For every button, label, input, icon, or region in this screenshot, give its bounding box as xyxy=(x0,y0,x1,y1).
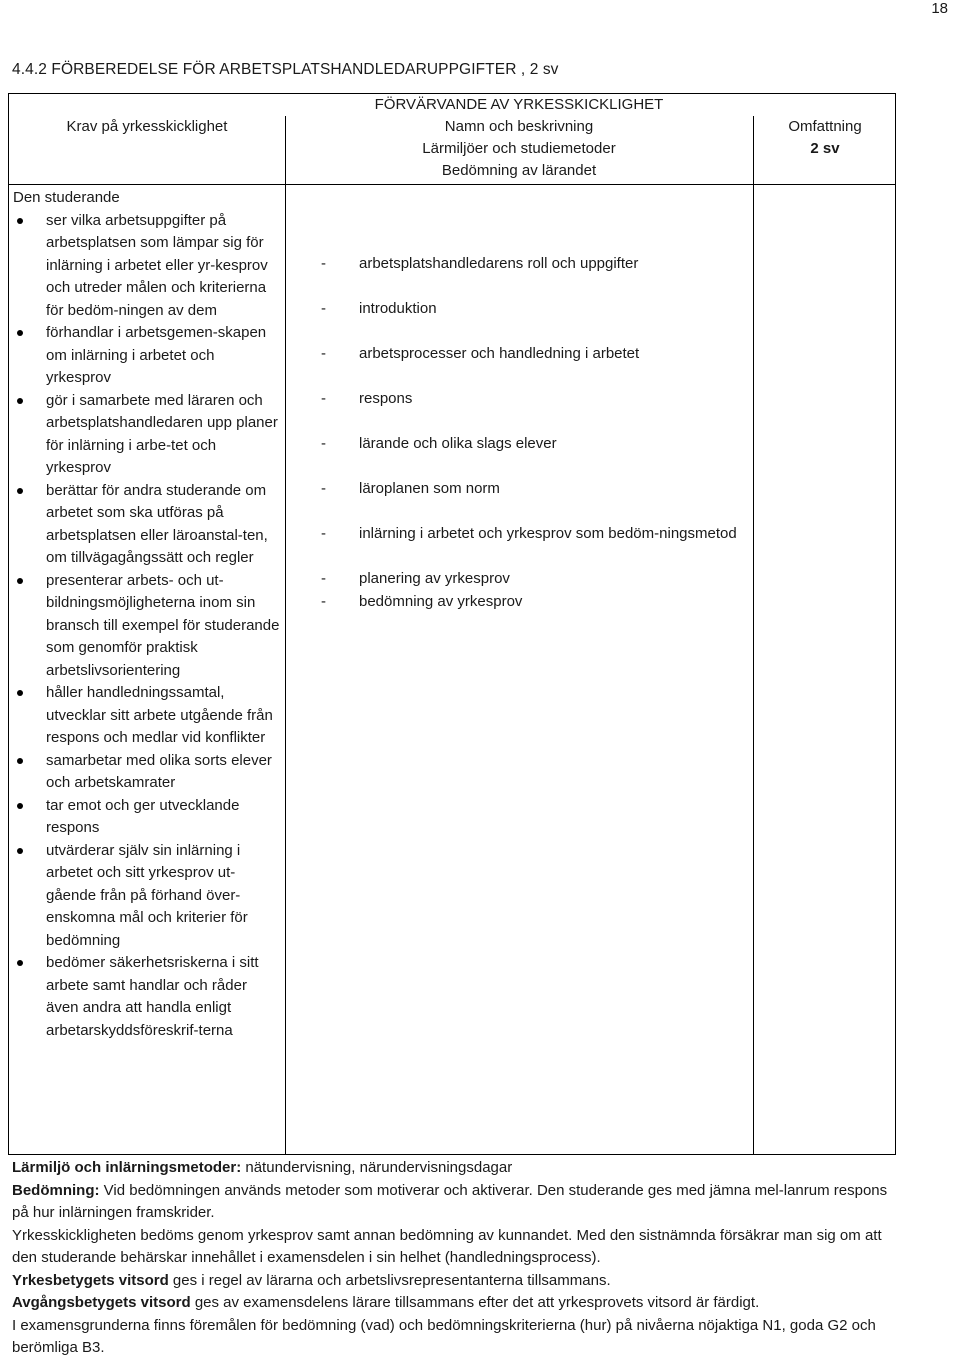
description-item xyxy=(321,523,741,546)
dash-marker: - xyxy=(321,480,326,497)
note-text: nätundervisning, närundervisningsdagar xyxy=(241,1159,513,1176)
note-label: Avgångsbetygets vitsord xyxy=(12,1294,191,1311)
header-divider xyxy=(9,184,895,185)
note-label: Lärmiljö och inlärningsmetoder: xyxy=(12,1159,242,1176)
scope-label: Omfattning xyxy=(788,118,862,135)
requirement-text: gör i samarbete med läraren och arbetsplatshandledaren upp planer för inlärning i arbe-tet och yrkesprov xyxy=(46,391,278,476)
note-paragraph xyxy=(12,1225,892,1270)
bullet-icon xyxy=(17,398,23,404)
dash-marker: - xyxy=(321,592,326,610)
requirements-intro: Den studerande xyxy=(13,189,120,206)
page-number: 18 xyxy=(931,0,948,17)
description-item xyxy=(321,478,741,501)
requirement-text: presenterar arbets- och ut-bildningsmöjligheterna inom sin bransch till exempel för studerande som genomför praktisk arbetslivsorientering xyxy=(46,571,280,679)
requirement-item xyxy=(13,322,281,390)
requirement-text: bedömer säkerhetsriskerna i sitt arbete samt handlar och råder även andra att handla enligt arbetarskyddsföreskrif-terna xyxy=(46,954,259,1039)
column-divider xyxy=(753,116,754,1154)
requirement-item xyxy=(13,750,281,795)
note-paragraph xyxy=(12,1315,892,1360)
dash-marker: - xyxy=(321,255,326,272)
note-paragraph xyxy=(12,1180,892,1225)
bullet-icon xyxy=(17,803,23,809)
requirements-cell xyxy=(13,187,281,1042)
description-text: respons xyxy=(359,390,413,407)
notes-section xyxy=(12,1157,892,1360)
col-header-line: Lärmiljöer och studiemetoder xyxy=(422,140,616,157)
description-item xyxy=(321,298,741,321)
note-paragraph xyxy=(12,1270,892,1293)
requirement-item xyxy=(13,840,281,953)
note-paragraph xyxy=(12,1157,892,1180)
bullet-icon xyxy=(17,758,23,764)
bullet-icon xyxy=(17,848,23,854)
note-text: I examensgrunderna finns föremålen för bedömning (vad) och bedömningskriterierna (hur) på nivåerna nöjaktiga N1, goda G2 och berömliga B3. xyxy=(12,1316,876,1356)
description-item xyxy=(321,591,741,614)
requirement-item xyxy=(13,952,281,1042)
column-divider xyxy=(285,116,286,1154)
requirement-text: förhandlar i arbetsgemen-skapen om inlärning i arbetet och yrkesprov xyxy=(46,324,267,386)
section-heading: 4.4.2 FÖRBEREDELSE FÖR ARBETSPLATSHANDLEDARUPPGIFTER , 2 sv xyxy=(12,61,559,78)
requirement-item xyxy=(13,682,281,750)
note-text: ges av examensdelens lärare tillsammans efter det att yrkesprovets vitsord är färdigt. xyxy=(190,1294,760,1311)
description-text: arbetsprocesser och handledning i arbetet xyxy=(359,345,640,362)
dash-marker: - xyxy=(321,300,326,317)
description-text: bedömning av yrkesprov xyxy=(359,592,523,610)
description-text: introduktion xyxy=(359,300,437,317)
description-text: lärande och olika slags elever xyxy=(359,435,557,452)
note-paragraph xyxy=(12,1292,892,1315)
bullet-icon xyxy=(17,330,23,336)
requirement-text: berättar för andra studerande om arbetet som ska utföras på arbetsplatsen eller läroanstal-ten, om tillvägagångssätt och regler xyxy=(46,481,268,566)
requirement-text: utvärderar själv sin inlärning i arbetet och sitt yrkesprov ut-gående från på förhand över-enskomna mål och kriterier för bedömning xyxy=(46,841,248,949)
requirements-list xyxy=(13,210,281,1043)
dash-marker: - xyxy=(321,345,326,362)
requirement-item xyxy=(13,390,281,480)
note-text: Yrkesskickligheten bedöms genom yrkesprov samt annan bedömning av kunnandet. Med den sistnämnda försäkrar man sig om att den studerande behärskar innehållet i examensdelen i sin helhet (handledningsprocess). xyxy=(12,1226,882,1266)
note-text: Vid bedömningen används metoder som motiverar och aktiverar. Den studerande ges med jämna mel-lanrum respons på hur inlärningen framskrider. xyxy=(12,1181,888,1221)
description-text: läroplanen som norm xyxy=(359,480,500,497)
description-item xyxy=(321,433,741,456)
description-text: planering av yrkesprov xyxy=(359,570,510,587)
description-item xyxy=(321,253,741,276)
dash-marker: - xyxy=(321,435,326,452)
description-item xyxy=(321,568,741,591)
description-text: inlärning i arbetet och yrkesprov som bedöm-ningsmetod xyxy=(359,525,737,542)
requirement-item xyxy=(13,480,281,570)
group-header: FÖRVÄRVANDE AV YRKESSKICKLIGHET xyxy=(374,96,664,113)
requirement-item xyxy=(13,210,281,323)
requirement-text: samarbetar med olika sorts elever och arbetskamrater xyxy=(46,751,272,791)
bullet-icon xyxy=(17,488,23,494)
requirement-item xyxy=(13,570,281,683)
requirement-item xyxy=(13,795,281,840)
description-item xyxy=(321,343,741,366)
dash-marker: - xyxy=(321,525,326,542)
requirement-text: tar emot och ger utvecklande respons xyxy=(46,796,240,836)
requirement-text: håller handledningssamtal, utvecklar sitt arbete utgående från respons och medlar vid konflikter xyxy=(46,684,273,746)
competence-table xyxy=(8,93,896,1155)
requirement-text: ser vilka arbetsuppgifter på arbetsplatsen som lämpar sig för inlärning i arbetet eller yr-kesprov och utreder målen och kriterierna för bedöm-ningen av dem xyxy=(46,211,268,319)
description-item xyxy=(321,388,741,411)
note-label: Bedömning: xyxy=(12,1181,100,1199)
dash-marker: - xyxy=(321,390,326,407)
note-text: ges i regel av lärarna och arbetslivsrepresentanterna tillsammans. xyxy=(168,1271,611,1289)
bullet-icon xyxy=(17,218,23,224)
description-cell xyxy=(321,253,741,613)
description-text: arbetsplatshandledarens roll och uppgifter xyxy=(359,255,639,272)
col-header-description xyxy=(285,116,753,182)
bullet-icon xyxy=(17,690,23,696)
col-header-requirements: Krav på yrkesskicklighet xyxy=(66,118,228,135)
col-header-line: Bedömning av lärandet xyxy=(441,162,597,179)
note-label: Yrkesbetygets vitsord xyxy=(12,1271,169,1289)
bullet-icon xyxy=(17,578,23,584)
col-header-line: Namn och beskrivning xyxy=(444,118,594,135)
dash-marker: - xyxy=(321,570,326,587)
col-header-scope xyxy=(753,116,897,160)
scope-value: 2 sv xyxy=(810,140,840,157)
bullet-icon xyxy=(17,960,23,966)
